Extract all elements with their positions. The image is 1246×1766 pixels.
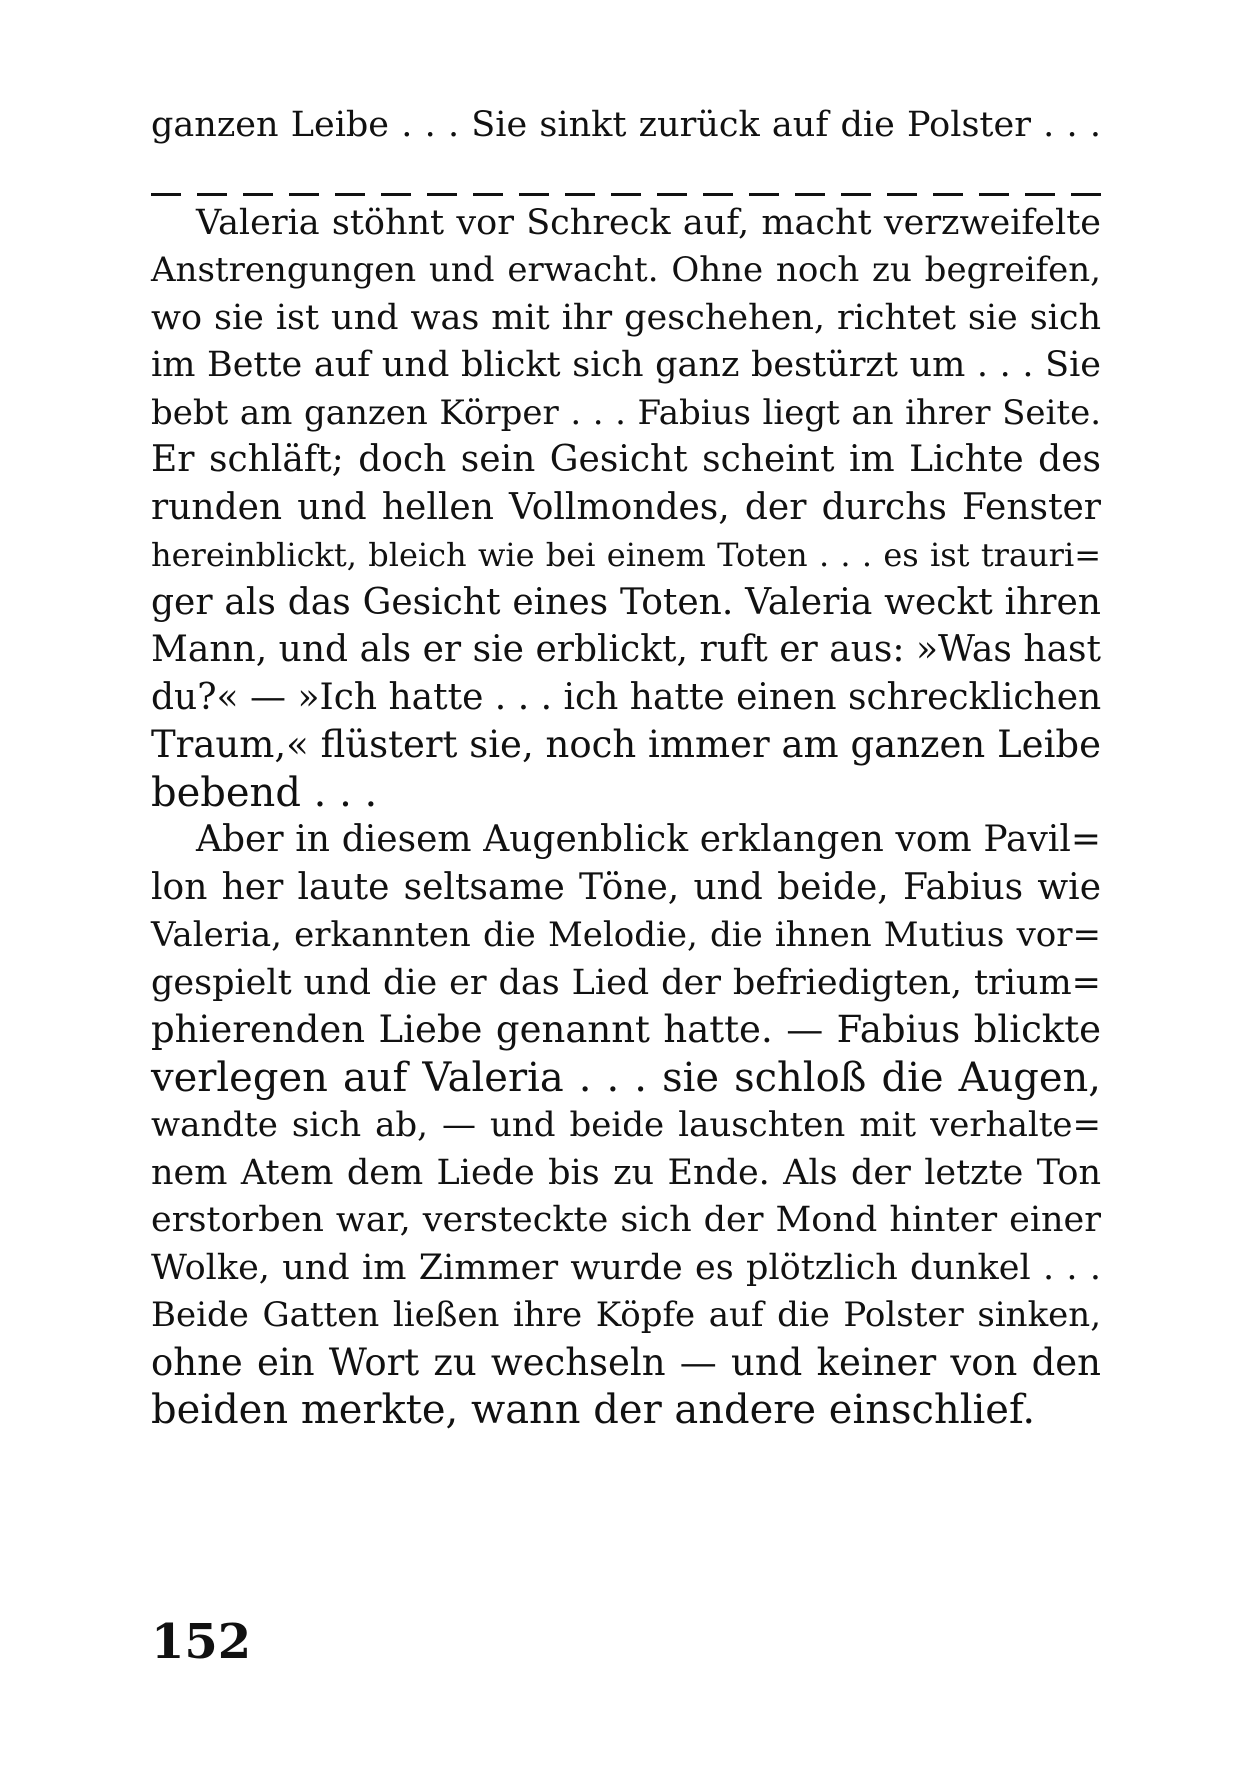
text-line: gespielt und die er das Lied der befriedigten, trium= xyxy=(151,963,1101,1003)
text-line: nem Atem dem Liede bis zu Ende. Als der letzte Ton xyxy=(151,1153,1101,1193)
paragraph-first-line: Aber in diesem Augenblick erklangen vom Pavil= xyxy=(196,819,1101,860)
text-line: hereinblickt, bleich wie bei einem Toten . . . es ist trauri= xyxy=(151,536,1101,574)
paragraph-last-line: bebend . . . xyxy=(151,770,378,816)
text-line: runden und hellen Vollmondes, der durchs Fenster xyxy=(151,487,1101,528)
paragraph-first-line: Valeria stöhnt vor Schreck auf, macht verzweifelte xyxy=(196,203,1101,243)
text-line: bebt am ganzen Körper . . . Fabius liegt an ihrer Seite. xyxy=(151,393,1101,433)
text-line: phierenden Liebe genannt hatte. — Fabius blickte xyxy=(151,1008,1101,1051)
text-line: Er schläft; doch sein Gesicht scheint im Lichte des xyxy=(151,439,1101,480)
text-line: ganzen Leibe . . . Sie sinkt zurück auf die Polster . . . xyxy=(151,105,1101,145)
text-line: Mann, und als er sie erblickt, ruft er aus: »Was hast xyxy=(151,629,1101,670)
text-line: verlegen auf Valeria . . . sie schloß die Augen, xyxy=(151,1055,1101,1101)
text-line: im Bette auf und blickt sich ganz bestürzt um . . . Sie xyxy=(151,345,1101,385)
text-line: ger als das Gesicht eines Toten. Valeria weckt ihren xyxy=(151,582,1101,623)
text-line: Traum,« flüstert sie, noch immer am ganzen Leibe xyxy=(151,723,1101,766)
text-line: ohne ein Wort zu wechseln — und keiner von den xyxy=(151,1341,1101,1384)
page-number: 152 xyxy=(151,1614,252,1670)
text-line: Anstrengungen und erwacht. Ohne noch zu begreifen, xyxy=(151,250,1101,290)
text-line: wandte sich ab, — und beide lauschten mit verhalte= xyxy=(151,1105,1101,1145)
text-line: lon her laute seltsame Töne, und beide, Fabius wie xyxy=(151,867,1101,908)
paragraph-last-line: beiden merkte, wann der andere einschlief. xyxy=(151,1387,1036,1433)
text-line: wo sie ist und was mit ihr geschehen, richtet sie sich xyxy=(151,298,1101,338)
text-line: Valeria, erkannten die Melodie, die ihnen Mutius vor= xyxy=(151,915,1101,955)
text-line: erstorben war, versteckte sich der Mond hinter einer xyxy=(151,1200,1101,1240)
text-line: du?« — »Ich hatte . . . ich hatte einen schrecklichen xyxy=(151,677,1102,718)
text-line: Beide Gatten ließen ihre Köpfe auf die Polster sinken, xyxy=(151,1295,1101,1335)
text-line: Wolke, und im Zimmer wurde es plötzlich dunkel . . . xyxy=(151,1248,1101,1288)
